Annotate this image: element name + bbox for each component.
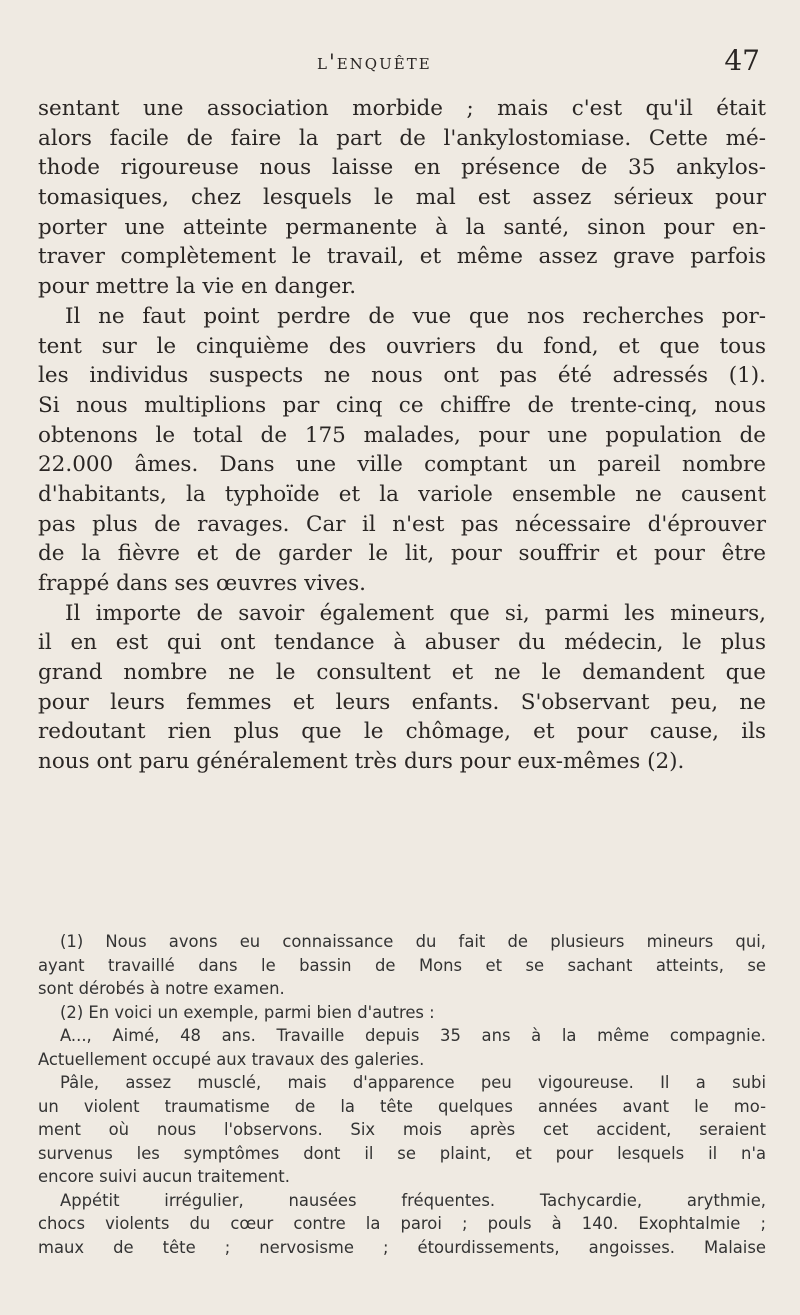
footnote-line: maux de tête ; nervosisme ; étourdissements, angoisses. Malaise [38,1237,766,1257]
text-line: alors facile de faire la part de l'ankylostomiase. Cette mé- [38,125,766,151]
footnotes [38,930,766,1259]
page-number: 47 [724,44,760,77]
running-title: l'enquête [317,50,432,74]
text-line: nous ont paru généralement très durs pour eux-mêmes (2). [38,749,685,775]
text-line: tomasiques, chez lesquels le mal est assez sérieux pour [38,185,766,211]
text-line: obtenons le total de 175 malades, pour une population de [38,422,766,448]
footnote-line: Pâle, assez musclé, mais d'apparence peu vigoureuse. Il a subi [60,1073,766,1092]
footnote-line: (2) En voici un exemple, parmi bien d'autres : [60,1002,435,1022]
text-line: Il importe de savoir également que si, parmi les mineurs, [65,600,766,626]
footnote-line: ment où nous l'observons. Six mois après cet accident, seraient [38,1120,766,1139]
footnote-line: sont dérobés à notre examen. [38,979,285,998]
text-line: pour leurs femmes et leurs enfants. S'observant peu, ne [38,689,766,715]
text-line: redoutant rien plus que le chômage, et pour cause, ils [38,719,766,745]
page-header [0,40,800,80]
footnote-line: ayant travaillé dans le bassin de Mons et se sachant atteints, se [38,955,766,975]
footnote-line: chocs violents du cœur contre la paroi ; pouls à 140. Exophtalmie ; [38,1214,766,1233]
text-line: il en est qui ont tendance à abuser du médecin, le plus [38,630,766,656]
main-text [38,94,766,777]
footnote-line: encore suivi aucun traitement. [38,1167,290,1186]
text-line: de la fièvre et de garder le lit, pour souffrir et pour être [38,541,766,567]
text-line: sentant une association morbide ; mais c'est qu'il était [38,96,766,121]
text-line: thode rigoureuse nous laisse en présence de 35 ankylos- [38,155,766,181]
footnote-line: survenus les symptômes dont il se plaint, et pour lesquels il n'a [38,1143,766,1163]
text-line: Si nous multiplions par cinq ce chiffre de trente-cinq, nous [38,392,766,418]
text-line: les individus suspects ne nous ont pas été adressés (1). [38,363,766,389]
text-line: Il ne faut point perdre de vue que nos recherches por- [65,303,766,329]
footnote-line: A..., Aimé, 48 ans. Travaille depuis 35 ans à la même compagnie. [60,1026,766,1045]
text-line: grand nombre ne le consultent et ne le demandent que [38,660,766,686]
text-line: d'habitants, la typhoïde et la variole ensemble ne causent [38,481,766,507]
text-line: frappé dans ses œuvres vives. [38,571,366,596]
footnote-line: un violent traumatisme de la tête quelques années avant le mo- [38,1096,766,1116]
footnote-line: Actuellement occupé aux travaux des galeries. [38,1049,425,1069]
text-line: traver complètement le travail, et même assez grave parfois [38,244,766,270]
text-line: porter une atteinte permanente à la santé, sinon pour en- [38,214,766,240]
text-line: pour mettre la vie en danger. [38,274,357,300]
footnote-line: (1) Nous avons eu connaissance du fait de plusieurs mineurs qui, [60,932,766,951]
text-line: 22.000 âmes. Dans une ville comptant un pareil nombre [38,452,766,478]
text-line: tent sur le cinquième des ouvriers du fond, et que tous [38,333,766,359]
text-line: pas plus de ravages. Car il n'est pas nécessaire d'éprouver [38,511,766,537]
footnote-line: Appétit irrégulier, nausées fréquentes. Tachycardie, arythmie, [60,1190,766,1210]
